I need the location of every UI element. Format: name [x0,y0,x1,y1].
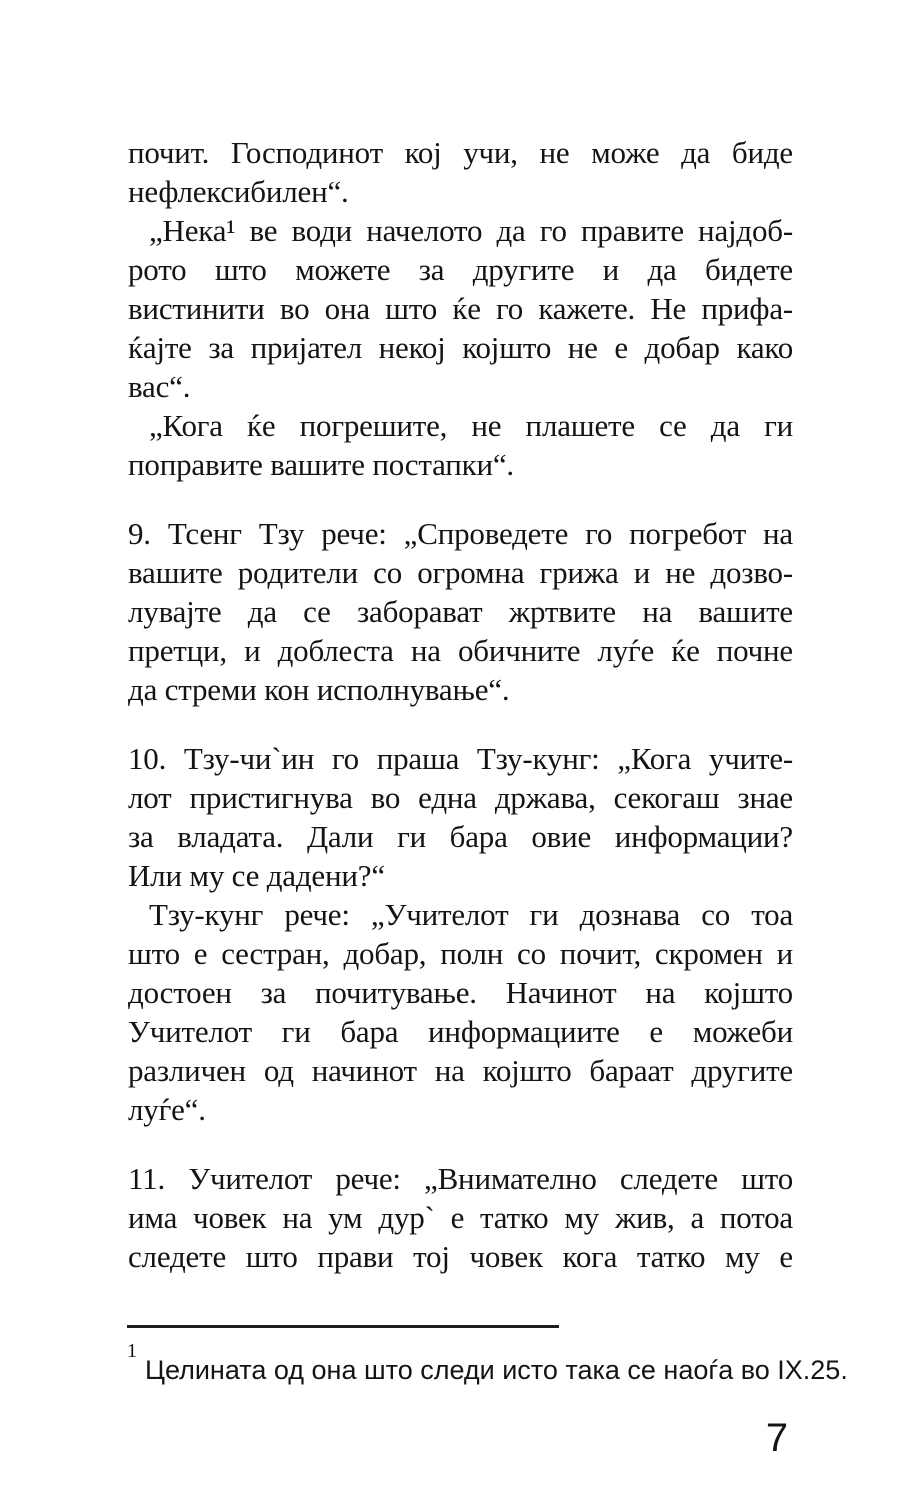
text-line: вистинити во она што ќе го кажете. Не прифа- [128,291,793,326]
text-line: следете што прави тој човек кога татко му е [128,1239,793,1274]
text-line: вас“. [128,369,191,404]
text-line: што е сестран, добар, полн со почит, скромен и [128,936,793,971]
paragraph [128,514,793,709]
text-line: лот пристигнува во една држава, секогаш знае [128,780,793,815]
text-line: почит. Господинот кој учи, не може да биде [128,135,793,170]
text-line: има човек на ум дур` е татко му жив, а потоа [128,1200,793,1235]
text-line: „Нека¹ ве води начелото да го правите најдоб- [149,213,793,248]
page-number: 7 [765,1416,789,1460]
text-line: лувајте да се заборават жртвите на вашите [128,594,793,629]
text-line: луѓе“. [128,1092,206,1127]
paragraph [128,1159,793,1276]
text-line: рото што можете за другите и да бидете [128,252,793,287]
text-line: „Кога ќе погрешите, не плашете се да ги [149,408,793,443]
text-line: за владата. Дали ги бара овие информации? [128,819,793,854]
footnote-marker: 1 [127,1340,137,1362]
text-column [128,133,793,1276]
footnote [127,1340,848,1387]
text-line: вашите родители со огромна грижа и не дозво- [128,555,793,590]
text-line: нефлексибилен“. [128,174,349,209]
text-line: достоен за почитување. Начинот на којшто [128,975,793,1010]
text-line: Тзу-кунг рече: „Учителот ги дознава со тоа [149,897,793,932]
footnote-rule [127,1325,559,1328]
footnote-text: Целината од она што следи исто така се наоѓа во IX.25. [145,1355,848,1385]
text-line: различен од начинот на којшто бараат другите [128,1053,793,1088]
paragraph [128,739,793,895]
text-line: 10. Тзу-чи`ин го праша Тзу-кунг: „Кога учите- [128,741,793,776]
paragraph [128,895,793,1129]
text-line: да стреми кон исполнување“. [128,672,510,707]
text-line: 11. Учителот рече: „Внимателно следете што [128,1161,793,1196]
paragraph [128,211,793,406]
paragraph [128,406,793,484]
text-line: поправите вашите постапки“. [128,447,514,482]
text-line: 9. Тсенг Тзу рече: „Спроведете го погребот на [128,516,793,551]
text-line: претци, и доблеста на обичните луѓе ќе почне [128,633,793,668]
paragraph [128,133,793,211]
text-line: ќајте за пријател некој којшто не е добар како [128,330,793,365]
text-line: Или му се дадени?“ [128,858,385,893]
text-line: Учителот ги бара информациите е можеби [128,1014,793,1049]
